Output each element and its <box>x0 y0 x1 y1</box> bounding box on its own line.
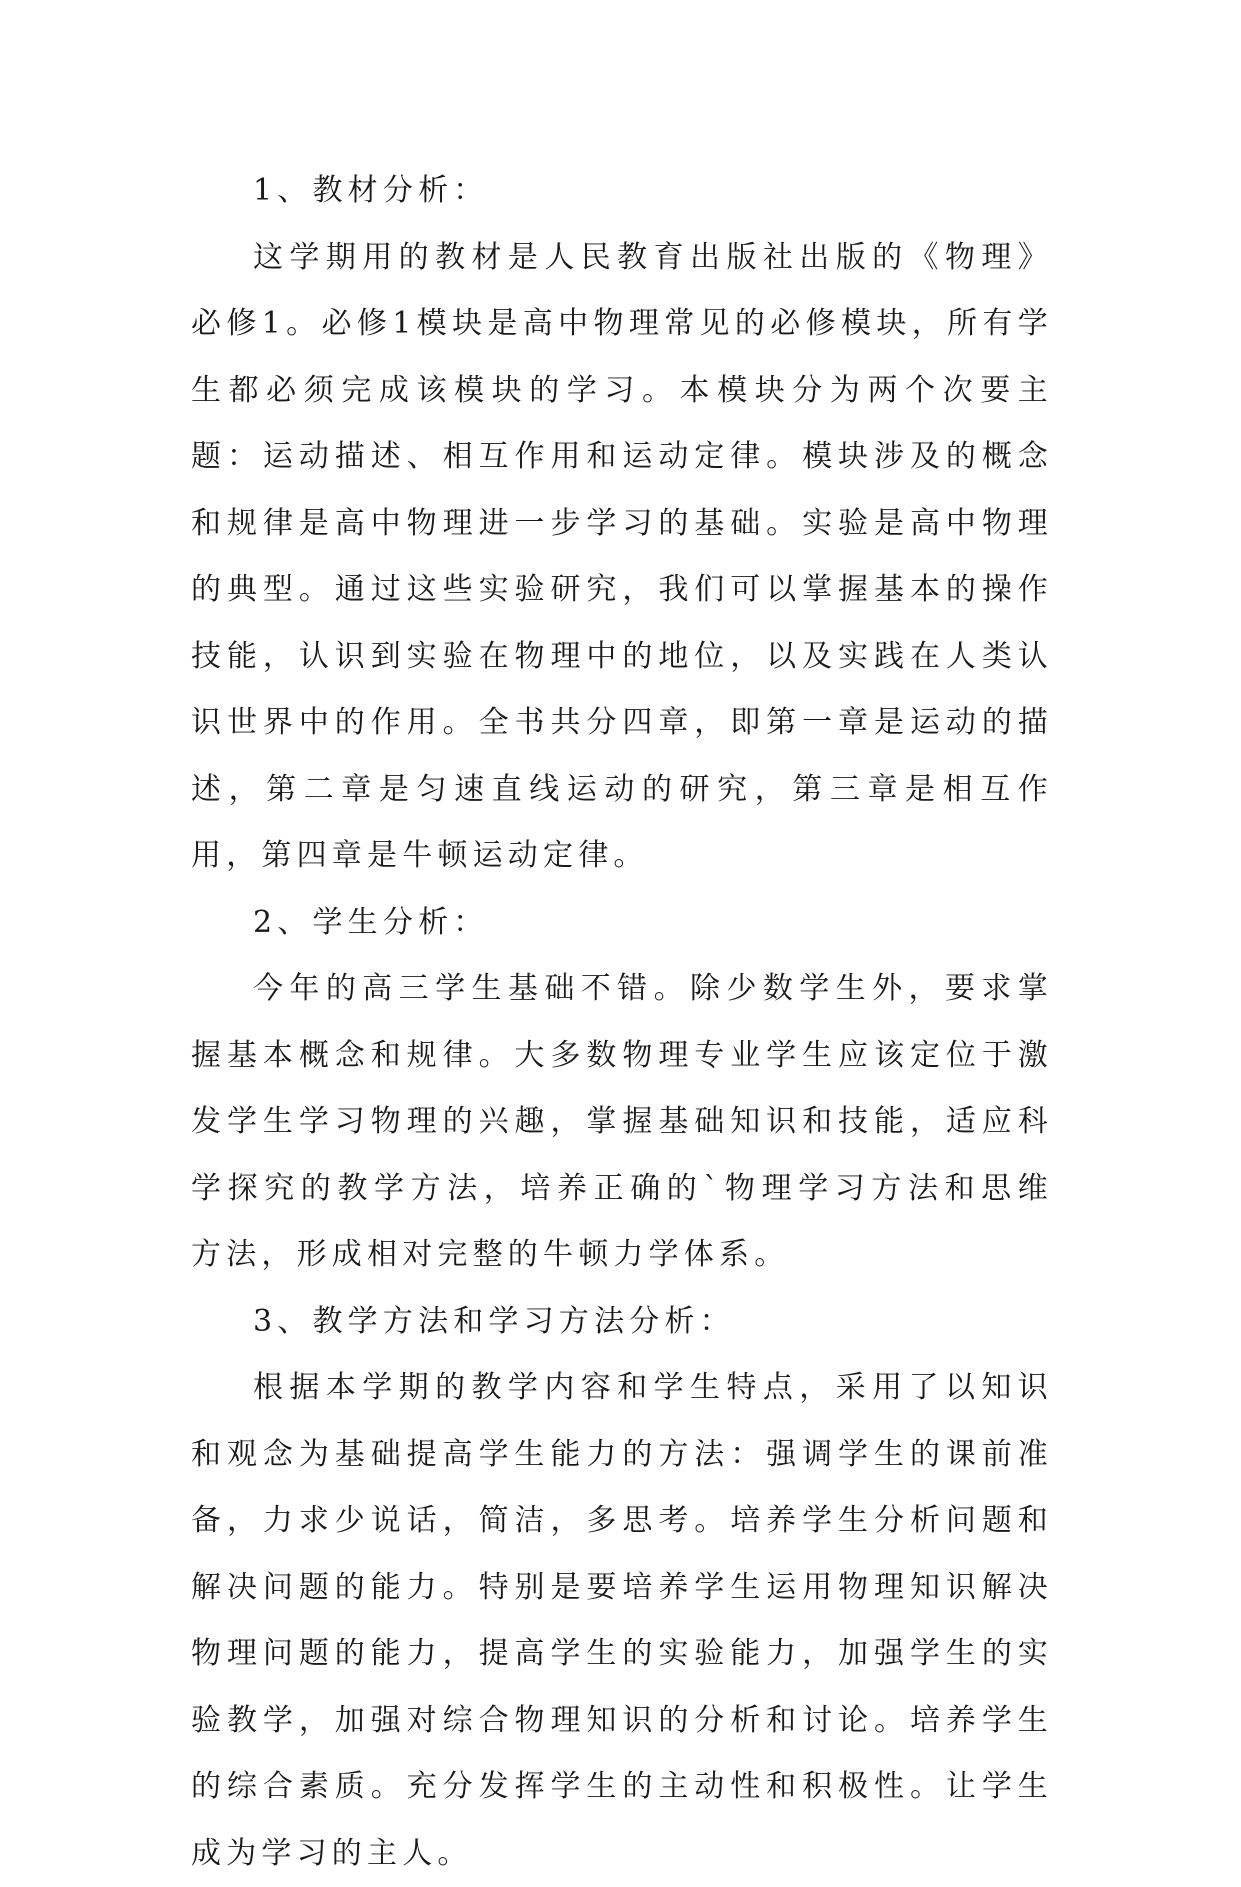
section-paragraph-method-analysis: 根据本学期的教学内容和学生特点，采用了以知识和观念为基础提高学生能力的方法：强调学生的课前准备，力求少说话，简洁，多思考。培养学生分析问题和解决问题的能力。特别是要培养学生运用物理知识解决物理问题的能力，提高学生的实验能力，加强学生的实验教学，加强对综合物理知识的分析和讨论。培养学生的综合素质。充分发挥学生的主动性和积极性。让学生成为学习的主人。 <box>191 1370 1053 1871</box>
section-heading-student-analysis: 2、学生分析： <box>253 904 489 940</box>
section-heading-textbook-analysis: 1、教材分析： <box>253 173 489 208</box>
document-body <box>191 158 1053 1887</box>
section-heading-method-analysis: 3、教学方法和学习方法分析： <box>253 1303 735 1339</box>
section-paragraph-textbook-analysis: 这学期用的教材是人民教育出版社出版的《物理》必修1。必修1模块是高中物理常见的必修模块，所有学生都必须完成该模块的学习。本模块分为两个次要主题：运动描述、相互作用和运动定律。模块涉及的概念和规律是高中物理进一步学习的基础。实验是高中物理的典型。通过这些实验研究，我们可以掌握基本的操作技能，认识到实验在物理中的地位，以及实践在人类认识世界中的作用。全书共分四章，即第一章是运动的描述，第二章是匀速直线运动的研究，第三章是相互作用，第四章是牛顿运动定律。 <box>191 239 1053 873</box>
section-paragraph-student-analysis: 今年的高三学生基础不错。除少数学生外，要求掌握基本概念和规律。大多数物理专业学生应该定位于激发学生学习物理的兴趣，掌握基础知识和技能，适应科学探究的教学方法，培养正确的`物理学习方法和思维方法，形成相对完整的牛顿力学体系。 <box>191 971 1053 1272</box>
